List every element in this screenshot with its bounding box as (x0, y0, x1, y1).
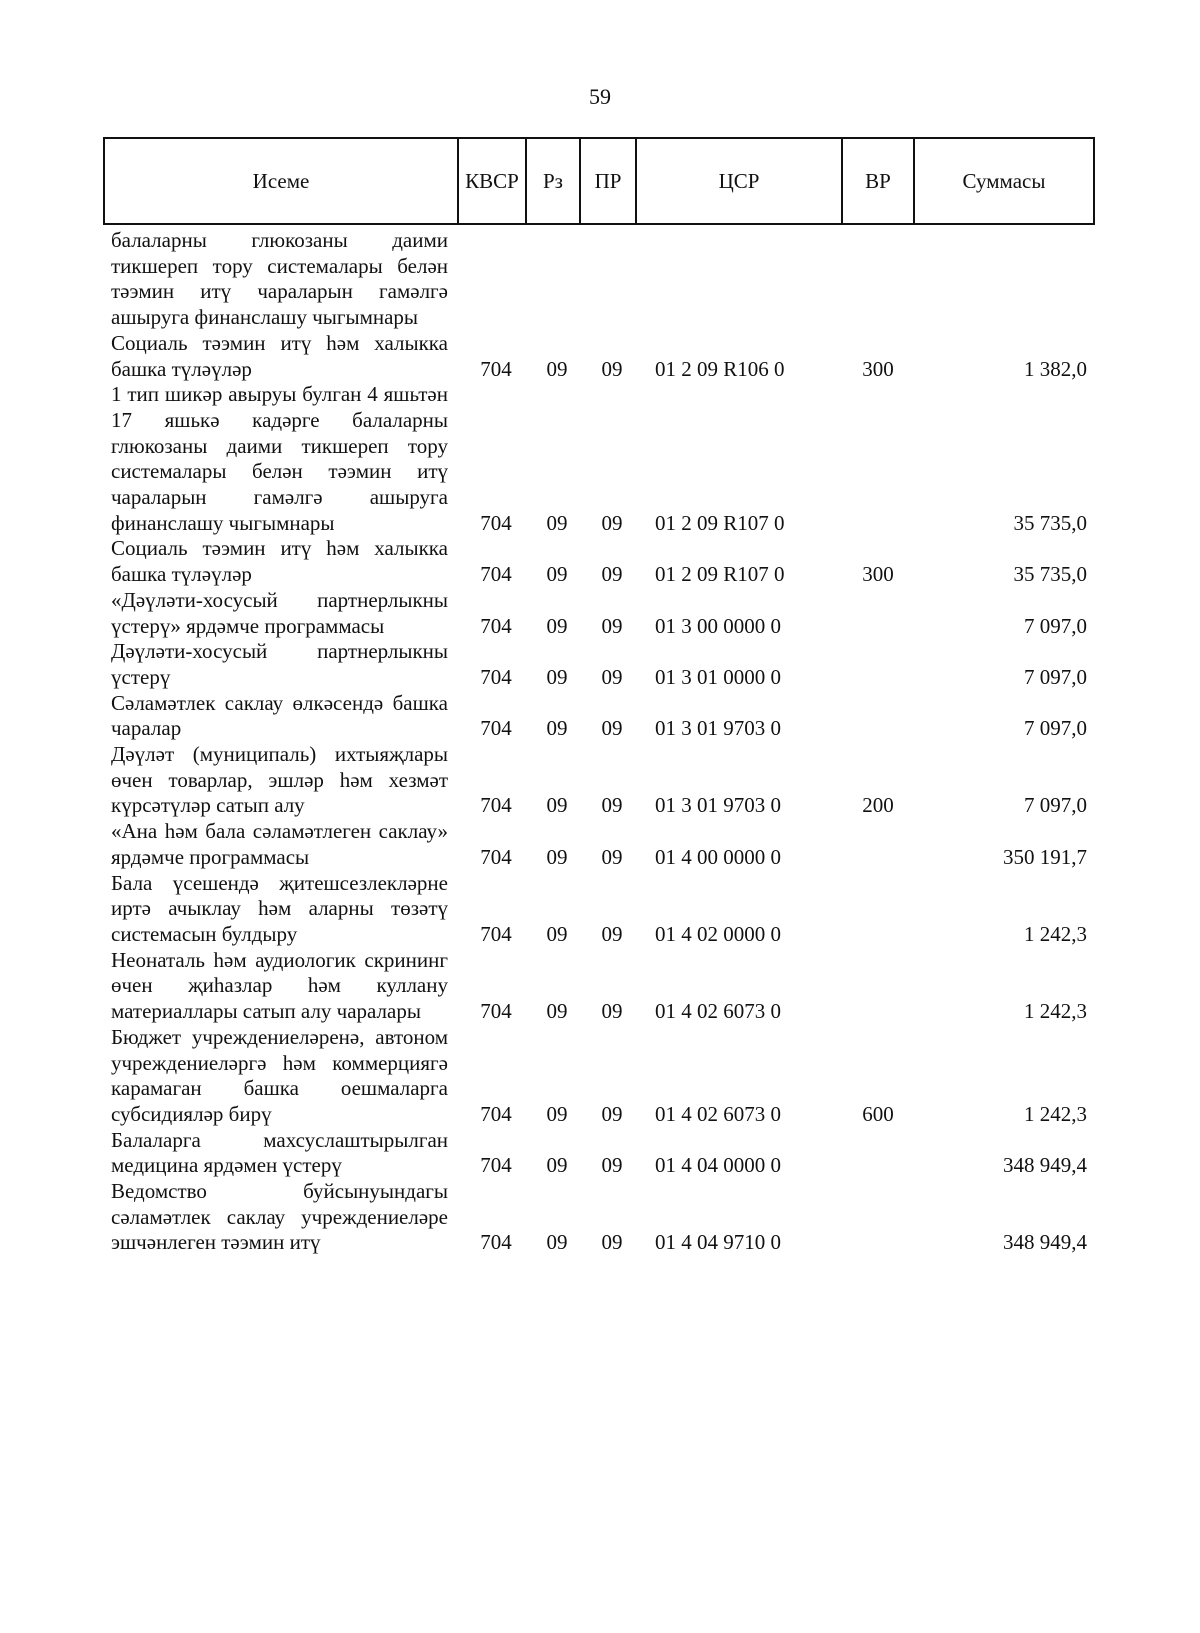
row-kvsr: 704 (480, 716, 512, 741)
row-pr: 09 (601, 793, 623, 818)
row-rz: 09 (546, 999, 568, 1024)
table-row (0, 1025, 1200, 1128)
row-rz: 09 (546, 921, 568, 946)
row-sum: 1 242,3 (1024, 1101, 1087, 1126)
row-sum: 1 242,3 (1024, 999, 1087, 1024)
row-name: Бюджет учреждениеләренә, автоном учреждениеләргә һәм коммерциягә карамаган башка оешмаларга субсидияләр бирү (111, 1024, 448, 1126)
row-vr: 200 (862, 793, 894, 818)
header-name: Исеме (105, 139, 459, 223)
row-csr: 01 4 00 0000 0 (655, 844, 781, 869)
row-name: Социаль тәэмин итү һәм халыкка башка түләүләр (111, 536, 448, 587)
header-sum: Суммасы (962, 168, 1046, 193)
row-pr: 09 (601, 1230, 623, 1255)
row-pr: 09 (601, 562, 623, 587)
row-pr: 09 (601, 613, 623, 638)
row-csr: 01 4 04 9710 0 (655, 1230, 781, 1255)
row-kvsr: 704 (480, 562, 512, 587)
row-vr: 600 (862, 1101, 894, 1126)
row-pr: 09 (601, 1153, 623, 1178)
row-rz: 09 (546, 716, 568, 741)
header-csr: ЦСР (637, 139, 843, 223)
row-rz: 09 (546, 844, 568, 869)
table-header (103, 137, 1095, 225)
row-sum: 1 242,3 (1024, 921, 1087, 946)
table-row (0, 1179, 1200, 1256)
page-number: 59 (589, 84, 611, 109)
row-rz: 09 (546, 510, 568, 535)
header-kvsr: КВСР (459, 139, 527, 223)
table-row (0, 871, 1200, 948)
row-sum: 7 097,0 (1024, 793, 1087, 818)
row-name: Дәүләт (муниципаль) ихтыяҗлары өчен товарлар, эшләр һәм хезмәт күрсәтүләр сатып алу (111, 742, 448, 818)
row-pr: 09 (601, 664, 623, 689)
table-row (0, 331, 1200, 382)
row-kvsr: 704 (480, 664, 512, 689)
row-name: «Ана һәм бала сәламәтлеген саклау» ярдәмче программасы (111, 819, 448, 869)
row-pr: 09 (601, 999, 623, 1024)
row-kvsr: 704 (480, 1101, 512, 1126)
row-csr: 01 3 01 9703 0 (655, 793, 781, 818)
row-name: Социаль тәэмин итү һәм халыкка башка түләүләр (111, 330, 448, 381)
row-sum: 35 735,0 (1013, 510, 1087, 535)
row-kvsr: 704 (480, 921, 512, 946)
row-csr: 01 2 09 R106 0 (655, 356, 785, 381)
table-row (0, 588, 1200, 639)
table-row (0, 639, 1200, 690)
row-kvsr: 704 (480, 999, 512, 1024)
row-sum: 1 382,0 (1024, 356, 1087, 381)
row-kvsr: 704 (480, 356, 512, 381)
row-sum: 35 735,0 (1013, 562, 1087, 587)
row-pr: 09 (601, 844, 623, 869)
row-name: Балаларга махсуслаштырылган медицина ярдәмен үстерү (111, 1127, 448, 1178)
row-csr: 01 4 02 0000 0 (655, 921, 781, 946)
row-rz: 09 (546, 613, 568, 638)
row-name: Сәламәтлек саклау өлкәсендә башка чаралар (111, 690, 448, 741)
row-csr: 01 4 04 0000 0 (655, 1153, 781, 1178)
row-name: Ведомство буйсынуындагы сәламәтлек саклау учреждениеләре эшчәнлеген тәэмин итү (111, 1179, 448, 1255)
row-rz: 09 (546, 1153, 568, 1178)
row-sum: 7 097,0 (1024, 664, 1087, 689)
row-pr: 09 (601, 716, 623, 741)
row-kvsr: 704 (480, 1153, 512, 1178)
row-name: балаларны глюкозаны даими тикшереп тору системалары белән тәэмин итү чараларын гамәлгә ашыруга финанслашу чыгымнары (111, 228, 448, 330)
row-name: Неонаталь һәм аудиологик скрининг өчен җиһазлар һәм куллану материаллары сатып алу чаралары (111, 947, 448, 1024)
row-csr: 01 3 01 9703 0 (655, 716, 781, 741)
row-pr: 09 (601, 1101, 623, 1126)
row-csr: 01 4 02 6073 0 (655, 1101, 781, 1126)
table-row (0, 742, 1200, 819)
table-body (0, 228, 1200, 1256)
row-kvsr: 704 (480, 793, 512, 818)
table-row (0, 228, 1200, 331)
row-kvsr: 704 (480, 510, 512, 535)
row-sum: 348 949,4 (1003, 1153, 1087, 1178)
row-csr: 01 3 01 0000 0 (655, 664, 781, 689)
table-row (0, 691, 1200, 742)
row-pr: 09 (601, 356, 623, 381)
row-sum: 348 949,4 (1003, 1230, 1087, 1255)
row-csr: 01 2 09 R107 0 (655, 510, 785, 535)
table-row (0, 382, 1200, 536)
row-sum: 7 097,0 (1024, 716, 1087, 741)
row-name: 1 тип шикәр авыруы булган 4 яшьтән 17 яшькә кадәрге балаларны глюкозаны даими тикшереп тору системалары белән тәэмин итү чараларын гамәлгә ашыруга финанслашу чыгымнары (111, 382, 448, 535)
row-sum: 350 191,7 (1003, 844, 1087, 869)
row-name: Бала үсешендә җитешсезлекләрне иртә ачыклау һәм аларны төзәтү системасын булдыру (111, 870, 448, 946)
row-rz: 09 (546, 1230, 568, 1255)
row-sum: 7 097,0 (1024, 613, 1087, 638)
row-pr: 09 (601, 510, 623, 535)
row-name: «Дәүләти-хосусый партнерлыкны үстерү» ярдәмче программасы (111, 587, 448, 638)
row-csr: 01 2 09 R107 0 (655, 562, 785, 587)
header-rz: Рз (527, 139, 581, 223)
row-vr: 300 (862, 356, 894, 381)
row-pr: 09 (601, 921, 623, 946)
row-kvsr: 704 (480, 613, 512, 638)
header-pr: ПР (581, 139, 637, 223)
row-rz: 09 (546, 1101, 568, 1126)
row-kvsr: 704 (480, 1230, 512, 1255)
row-csr: 01 3 00 0000 0 (655, 613, 781, 638)
table-row (0, 948, 1200, 1025)
row-rz: 09 (546, 793, 568, 818)
row-vr: 300 (862, 562, 894, 587)
row-rz: 09 (546, 356, 568, 381)
header-vr: ВР (843, 139, 915, 223)
row-kvsr: 704 (480, 844, 512, 869)
table-row (0, 819, 1200, 870)
row-csr: 01 4 02 6073 0 (655, 999, 781, 1024)
table-row (0, 536, 1200, 587)
row-rz: 09 (546, 562, 568, 587)
row-rz: 09 (546, 664, 568, 689)
row-name: Дәүләти-хосусый партнерлыкны үстерү (111, 639, 448, 689)
table-row (0, 1128, 1200, 1179)
